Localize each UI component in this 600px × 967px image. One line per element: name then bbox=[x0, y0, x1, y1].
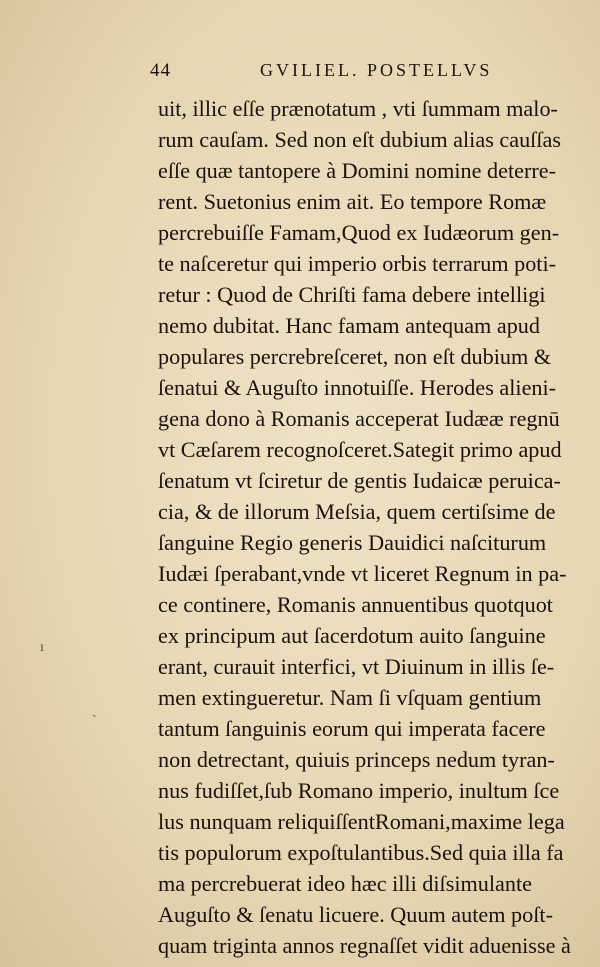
text-line: ex principum aut ſacerdotum auito ſanguine bbox=[158, 623, 546, 648]
body-text bbox=[158, 93, 582, 961]
page-number: 44 bbox=[150, 60, 171, 81]
text-line: non detrectant, quiuis princeps nedum tyran- bbox=[158, 747, 555, 772]
text-line: ce continere, Romanis annuentibus quotquot bbox=[158, 592, 553, 617]
text-line: lus nunquam reliquiſſentRomani,maxime lega bbox=[158, 809, 565, 834]
text-line: ſanguine Regio generis Dauidici naſciturum bbox=[158, 530, 547, 555]
text-line: nemo dubitat. Hanc famam antequam apud bbox=[158, 313, 540, 338]
text-line: eſſe quæ tantopere à Domini nomine deterre- bbox=[158, 158, 556, 183]
text-line: tis populorum expoſtulantibus.Sed quia illa fa bbox=[158, 840, 564, 865]
paper-speck: ı bbox=[40, 640, 44, 655]
page-header bbox=[150, 58, 590, 88]
text-line: nus fudiſſet,ſub Romano imperio, inultum ſce bbox=[158, 778, 560, 803]
text-line: ſenatui & Auguſto innotuiſſe. Herodes alieni- bbox=[158, 375, 557, 400]
text-line: uit, illic eſſe prænotatum , vti ſummam malo- bbox=[158, 96, 558, 121]
text-line: gena dono à Romanis acceperat Iudææ regnū bbox=[158, 406, 560, 431]
text-line: ma percrebuerat ideo hæc illi diſsimulante bbox=[158, 871, 532, 896]
running-title: GVILIEL. POSTELLVS bbox=[260, 60, 493, 80]
text-line: ſenatum vt ſciretur de gentis Iudaicæ peruica- bbox=[158, 468, 561, 493]
text-line: retur : Quod de Chriſti fama debere intelligi bbox=[158, 282, 546, 307]
text-line: te naſceretur qui imperio orbis terrarum poti- bbox=[158, 251, 556, 276]
text-line: men extingueretur. Nam ſi vſquam gentium bbox=[158, 685, 542, 710]
text-line: percrebuiſſe Famam,Quod ex Iudæorum gen- bbox=[158, 220, 560, 245]
text-line: tantum ſanguinis eorum qui imperata facere bbox=[158, 716, 546, 741]
paper-speck: ˎ bbox=[92, 703, 97, 718]
text-line: Iudæi ſperabant,vnde vt liceret Regnum in pa- bbox=[158, 561, 567, 586]
text-line: quam triginta annos regnaſſet vidit aduenisse à bbox=[158, 933, 571, 958]
text-line: vt Cæſarem recognoſceret.Sategit primo apud bbox=[158, 437, 562, 462]
text-line: rent. Suetonius enim ait. Eo tempore Romæ bbox=[158, 189, 547, 214]
text-line: erant, curauit interfici, vt Diuinum in illis ſe- bbox=[158, 654, 555, 679]
text-line: Auguſto & ſenatu licuere. Quum autem poſt- bbox=[158, 902, 553, 927]
text-line: populares percrebreſceret, non eſt dubium & bbox=[158, 344, 552, 369]
text-line: cia, & de illorum Meſsia, quem certiſsime de bbox=[158, 499, 556, 524]
text-line: rum cauſam. Sed non eſt dubium alias cauſſas bbox=[158, 127, 561, 152]
